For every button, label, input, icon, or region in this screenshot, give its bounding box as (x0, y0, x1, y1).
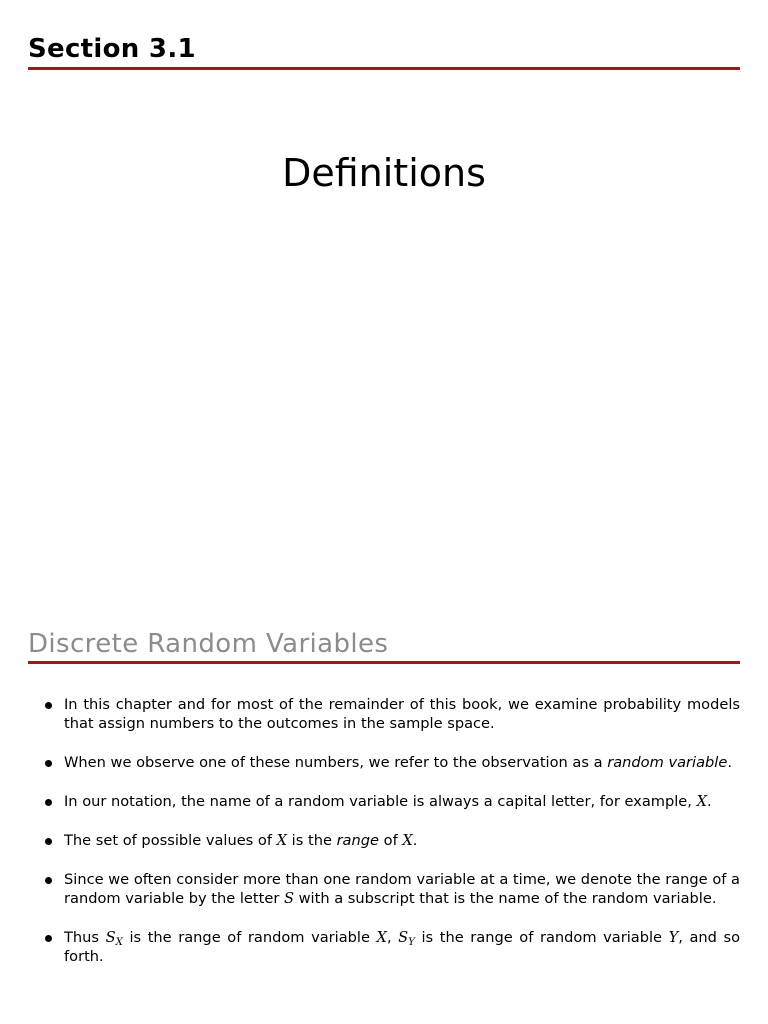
math-subscript: Y (408, 937, 415, 949)
bullet-text: is the range of random variable (414, 929, 669, 946)
bullet-text: Since we often consider more than one random variable at a time, we denote the range of a random variable by the letter (64, 871, 740, 907)
section-heading: Section 3.1 (28, 34, 196, 64)
frame-title: Discrete Random Variables (28, 629, 389, 659)
content-slide (0, 512, 768, 1024)
math-symbol: X (276, 832, 288, 849)
math-symbol (398, 929, 415, 949)
math-symbol: X (696, 793, 707, 810)
bullet-text: is the (287, 832, 337, 849)
emphasis-term: range (336, 832, 379, 849)
math-symbol: Y (668, 929, 679, 946)
bullet-text: , and so forth. (64, 929, 741, 965)
bullet-text: , (386, 929, 399, 946)
bullet-item (28, 870, 740, 908)
bullet-dot-icon (45, 702, 52, 709)
bullet-dot-icon (45, 760, 52, 767)
bullet-item (28, 792, 740, 811)
bullet-text: with a subscript that is the name of the random variable. (293, 890, 717, 907)
bullet-item (28, 753, 740, 772)
emphasis-term: random variable (607, 754, 728, 771)
frame-title-rule (28, 661, 740, 664)
slide-title: Definitions (282, 151, 486, 195)
bullet-item (28, 928, 740, 966)
bullet-dot-icon (45, 877, 52, 884)
bullet-text: Thus (64, 929, 106, 946)
math-symbol: S (283, 890, 294, 907)
math-symbol: X (376, 929, 387, 946)
bullet-text: is the range of random variable (122, 929, 377, 946)
math-symbol (105, 929, 123, 949)
bullet-text: of (379, 832, 403, 849)
bullet-dot-icon (45, 935, 52, 942)
math-subscript: X (115, 937, 123, 949)
bullet-text: . (412, 832, 418, 849)
math-symbol-base: S (105, 929, 116, 946)
bullet-text: In this chapter and for most of the remainder of this book, we examine probability models that assign numbers to the outcomes in the sample space. (64, 696, 740, 732)
bullet-item (28, 831, 740, 850)
bullet-list (28, 695, 740, 986)
bullet-text: . (727, 754, 732, 771)
bullet-text: In our notation, the name of a random variable is always a capital letter, for example, (64, 793, 697, 810)
bullet-text: . (706, 793, 712, 810)
bullet-text: When we observe one of these numbers, we refer to the observation as a (64, 754, 608, 771)
bullet-text: The set of possible values of (64, 832, 277, 849)
bullet-item (28, 695, 740, 733)
math-symbol-base: S (398, 929, 409, 946)
bullet-dot-icon (45, 838, 52, 845)
math-symbol: X (402, 832, 413, 849)
bullet-dot-icon (45, 799, 52, 806)
section-rule (28, 67, 740, 70)
